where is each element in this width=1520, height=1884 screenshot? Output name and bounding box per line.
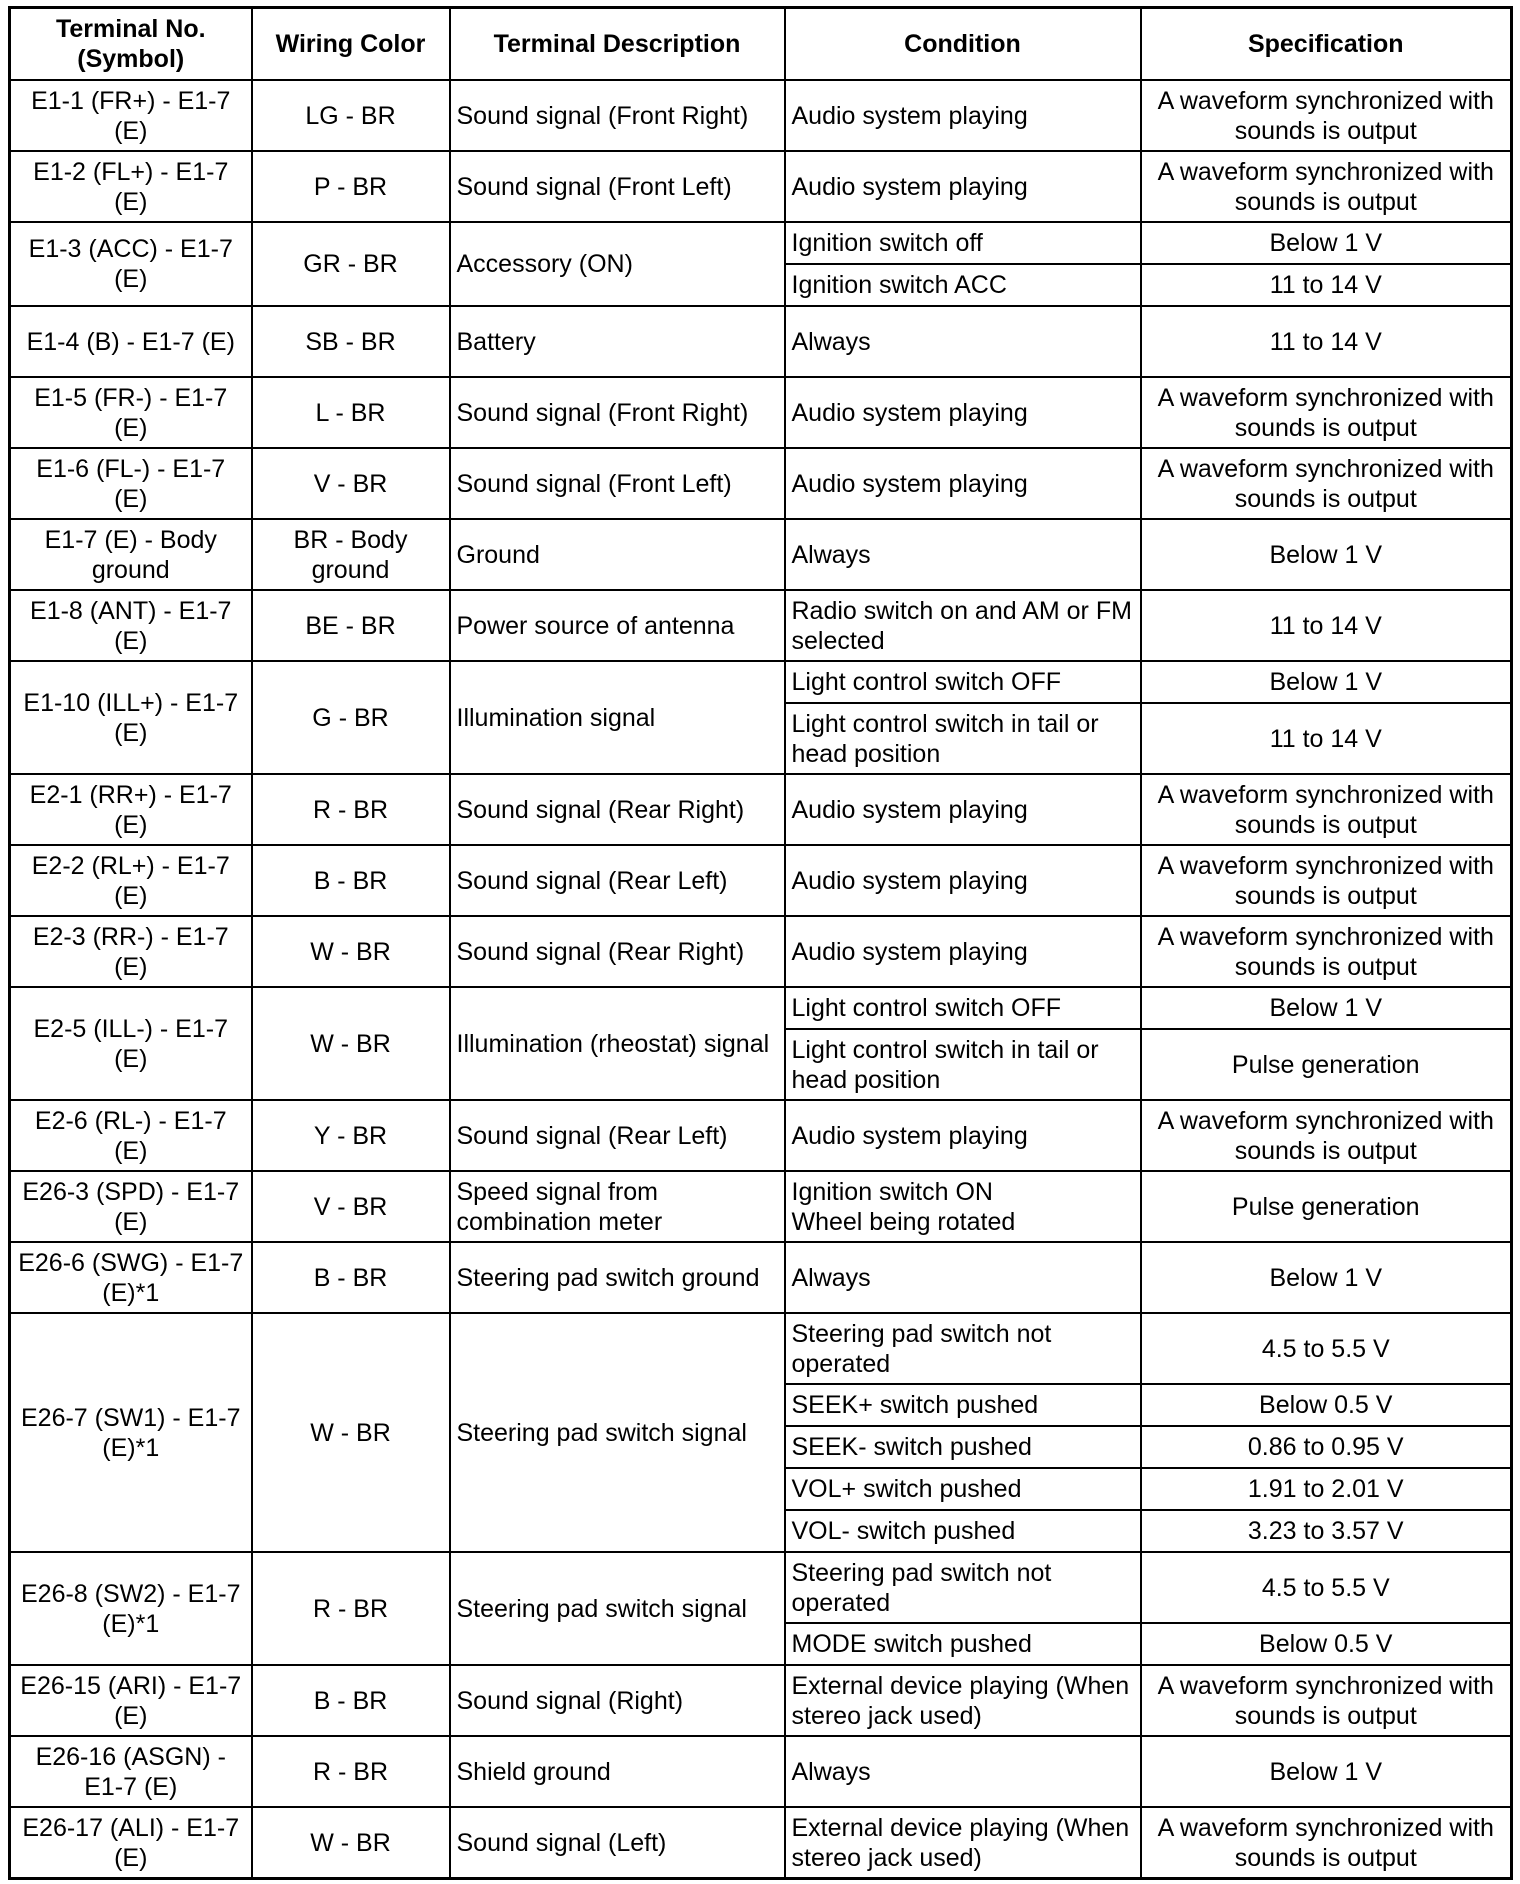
terminal-table-container	[8, 6, 1513, 1880]
wiring-color-cell: R - BR	[252, 1736, 450, 1807]
condition-cell: SEEK+ switch pushed	[785, 1384, 1141, 1426]
condition-cell: Audio system playing	[785, 377, 1141, 448]
condition-cell: Always	[785, 306, 1141, 377]
specification-cell: A waveform synchronized with sounds is output	[1141, 916, 1512, 987]
wiring-color-cell: G - BR	[252, 661, 450, 774]
specification-cell: A waveform synchronized with sounds is output	[1141, 1100, 1512, 1171]
specification-cell: A waveform synchronized with sounds is output	[1141, 845, 1512, 916]
specification-cell: A waveform synchronized with sounds is output	[1141, 774, 1512, 845]
table-row	[10, 916, 1512, 987]
description-cell: Speed signal from combination meter	[450, 1171, 785, 1242]
specification-cell: Below 0.5 V	[1141, 1623, 1512, 1665]
specification-cell: Below 1 V	[1141, 1242, 1512, 1313]
condition-cell: Always	[785, 1736, 1141, 1807]
table-row	[10, 1313, 1512, 1384]
table-row	[10, 1552, 1512, 1623]
wiring-color-cell: GR - BR	[252, 222, 450, 306]
specification-cell: A waveform synchronized with sounds is output	[1141, 1665, 1512, 1736]
condition-cell: VOL+ switch pushed	[785, 1468, 1141, 1510]
table-row	[10, 1665, 1512, 1736]
header-condition: Condition	[785, 8, 1141, 81]
description-cell: Sound signal (Rear Right)	[450, 774, 785, 845]
condition-cell: VOL- switch pushed	[785, 1510, 1141, 1552]
description-cell: Sound signal (Right)	[450, 1665, 785, 1736]
specification-cell: A waveform synchronized with sounds is output	[1141, 377, 1512, 448]
terminal-cell: E2-2 (RL+) - E1-7 (E)	[10, 845, 252, 916]
condition-cell: Steering pad switch not operated	[785, 1313, 1141, 1384]
terminal-cell: E1-5 (FR-) - E1-7 (E)	[10, 377, 252, 448]
description-cell: Sound signal (Left)	[450, 1807, 785, 1879]
specification-cell: 11 to 14 V	[1141, 703, 1512, 774]
terminal-cell: E1-7 (E) - Body ground	[10, 519, 252, 590]
header-description: Terminal Description	[450, 8, 785, 81]
table-row	[10, 377, 1512, 448]
description-cell: Shield ground	[450, 1736, 785, 1807]
terminal-spec-table	[8, 6, 1513, 1880]
condition-cell: External device playing (When stereo jack used)	[785, 1665, 1141, 1736]
description-cell: Steering pad switch signal	[450, 1313, 785, 1552]
wiring-color-cell: W - BR	[252, 916, 450, 987]
terminal-cell: E26-15 (ARI) - E1-7 (E)	[10, 1665, 252, 1736]
condition-cell: Light control switch in tail or head position	[785, 703, 1141, 774]
condition-cell: Audio system playing	[785, 151, 1141, 222]
description-cell: Illumination (rheostat) signal	[450, 987, 785, 1100]
condition-cell: Audio system playing	[785, 774, 1141, 845]
specification-cell: Below 1 V	[1141, 222, 1512, 264]
wiring-color-cell: V - BR	[252, 1171, 450, 1242]
terminal-cell: E26-6 (SWG) - E1-7 (E)*1	[10, 1242, 252, 1313]
table-row	[10, 987, 1512, 1029]
description-cell: Ground	[450, 519, 785, 590]
terminal-cell: E26-16 (ASGN) - E1-7 (E)	[10, 1736, 252, 1807]
specification-cell: A waveform synchronized with sounds is output	[1141, 448, 1512, 519]
condition-cell: Ignition switch ON Wheel being rotated	[785, 1171, 1141, 1242]
terminal-cell: E26-8 (SW2) - E1-7 (E)*1	[10, 1552, 252, 1665]
header-wiring-color: Wiring Color	[252, 8, 450, 81]
table-row	[10, 80, 1512, 151]
table-row	[10, 519, 1512, 590]
wiring-color-cell: R - BR	[252, 774, 450, 845]
description-cell: Sound signal (Front Left)	[450, 448, 785, 519]
table-row	[10, 1807, 1512, 1879]
specification-cell: 4.5 to 5.5 V	[1141, 1313, 1512, 1384]
specification-cell: 11 to 14 V	[1141, 264, 1512, 306]
terminal-cell: E1-2 (FL+) - E1-7 (E)	[10, 151, 252, 222]
specification-cell: Below 0.5 V	[1141, 1384, 1512, 1426]
header-terminal: Terminal No. (Symbol)	[10, 8, 252, 81]
terminal-cell: E2-3 (RR-) - E1-7 (E)	[10, 916, 252, 987]
terminal-cell: E26-17 (ALI) - E1-7 (E)	[10, 1807, 252, 1879]
specification-cell: Below 1 V	[1141, 1736, 1512, 1807]
condition-cell: Light control switch OFF	[785, 987, 1141, 1029]
specification-cell: Below 1 V	[1141, 987, 1512, 1029]
description-cell: Steering pad switch ground	[450, 1242, 785, 1313]
specification-cell: 3.23 to 3.57 V	[1141, 1510, 1512, 1552]
wiring-color-cell: V - BR	[252, 448, 450, 519]
specification-cell: 0.86 to 0.95 V	[1141, 1426, 1512, 1468]
table-row	[10, 774, 1512, 845]
condition-cell: Light control switch OFF	[785, 661, 1141, 703]
table-row	[10, 590, 1512, 661]
specification-cell: Pulse generation	[1141, 1029, 1512, 1100]
wiring-color-cell: L - BR	[252, 377, 450, 448]
table-row	[10, 222, 1512, 264]
terminal-cell: E1-10 (ILL+) - E1-7 (E)	[10, 661, 252, 774]
condition-cell: Audio system playing	[785, 448, 1141, 519]
specification-cell: 4.5 to 5.5 V	[1141, 1552, 1512, 1623]
specification-cell: 1.91 to 2.01 V	[1141, 1468, 1512, 1510]
description-cell: Sound signal (Rear Right)	[450, 916, 785, 987]
table-row	[10, 1242, 1512, 1313]
condition-cell: Audio system playing	[785, 80, 1141, 151]
table-row	[10, 845, 1512, 916]
specification-cell: A waveform synchronized with sounds is output	[1141, 80, 1512, 151]
condition-cell: SEEK- switch pushed	[785, 1426, 1141, 1468]
description-cell: Sound signal (Rear Left)	[450, 1100, 785, 1171]
terminal-cell: E1-4 (B) - E1-7 (E)	[10, 306, 252, 377]
table-row	[10, 151, 1512, 222]
terminal-cell: E1-1 (FR+) - E1-7 (E)	[10, 80, 252, 151]
condition-cell: Light control switch in tail or head position	[785, 1029, 1141, 1100]
condition-cell: Steering pad switch not operated	[785, 1552, 1141, 1623]
terminal-cell: E26-7 (SW1) - E1-7 (E)*1	[10, 1313, 252, 1552]
table-row	[10, 306, 1512, 377]
wiring-color-cell: W - BR	[252, 1807, 450, 1879]
specification-cell: Below 1 V	[1141, 519, 1512, 590]
specification-cell: Pulse generation	[1141, 1171, 1512, 1242]
terminal-cell: E26-3 (SPD) - E1-7 (E)	[10, 1171, 252, 1242]
wiring-color-cell: B - BR	[252, 845, 450, 916]
condition-cell: Audio system playing	[785, 845, 1141, 916]
specification-cell: Below 1 V	[1141, 661, 1512, 703]
specification-cell: A waveform synchronized with sounds is output	[1141, 1807, 1512, 1879]
table-row	[10, 661, 1512, 703]
table-row	[10, 1100, 1512, 1171]
description-cell: Sound signal (Front Left)	[450, 151, 785, 222]
wiring-color-cell: W - BR	[252, 1313, 450, 1552]
description-cell: Accessory (ON)	[450, 222, 785, 306]
description-cell: Power source of antenna	[450, 590, 785, 661]
header-row	[10, 8, 1512, 81]
specification-cell: 11 to 14 V	[1141, 590, 1512, 661]
wiring-color-cell: B - BR	[252, 1665, 450, 1736]
condition-cell: Ignition switch ACC	[785, 264, 1141, 306]
terminal-cell: E2-6 (RL-) - E1-7 (E)	[10, 1100, 252, 1171]
description-cell: Steering pad switch signal	[450, 1552, 785, 1665]
condition-cell: Audio system playing	[785, 916, 1141, 987]
table-body	[10, 80, 1512, 1879]
wiring-color-cell: W - BR	[252, 987, 450, 1100]
description-cell: Illumination signal	[450, 661, 785, 774]
wiring-color-cell: R - BR	[252, 1552, 450, 1665]
wiring-color-cell: B - BR	[252, 1242, 450, 1313]
terminal-cell: E1-8 (ANT) - E1-7 (E)	[10, 590, 252, 661]
condition-cell: Ignition switch off	[785, 222, 1141, 264]
specification-cell: 11 to 14 V	[1141, 306, 1512, 377]
wiring-color-cell: Y - BR	[252, 1100, 450, 1171]
specification-cell: A waveform synchronized with sounds is output	[1141, 151, 1512, 222]
description-cell: Sound signal (Front Right)	[450, 377, 785, 448]
condition-cell: Audio system playing	[785, 1100, 1141, 1171]
description-cell: Battery	[450, 306, 785, 377]
table-row	[10, 1736, 1512, 1807]
table-row	[10, 448, 1512, 519]
condition-cell: MODE switch pushed	[785, 1623, 1141, 1665]
condition-cell: Always	[785, 1242, 1141, 1313]
description-cell: Sound signal (Front Right)	[450, 80, 785, 151]
condition-cell: External device playing (When stereo jack used)	[785, 1807, 1141, 1879]
wiring-color-cell: LG - BR	[252, 80, 450, 151]
terminal-cell: E1-6 (FL-) - E1-7 (E)	[10, 448, 252, 519]
condition-cell: Radio switch on and AM or FM selected	[785, 590, 1141, 661]
wiring-color-cell: BR - Body ground	[252, 519, 450, 590]
terminal-cell: E1-3 (ACC) - E1-7 (E)	[10, 222, 252, 306]
header-specification: Specification	[1141, 8, 1512, 81]
wiring-color-cell: SB - BR	[252, 306, 450, 377]
description-cell: Sound signal (Rear Left)	[450, 845, 785, 916]
terminal-cell: E2-1 (RR+) - E1-7 (E)	[10, 774, 252, 845]
condition-cell: Always	[785, 519, 1141, 590]
table-row	[10, 1171, 1512, 1242]
wiring-color-cell: BE - BR	[252, 590, 450, 661]
wiring-color-cell: P - BR	[252, 151, 450, 222]
terminal-cell: E2-5 (ILL-) - E1-7 (E)	[10, 987, 252, 1100]
